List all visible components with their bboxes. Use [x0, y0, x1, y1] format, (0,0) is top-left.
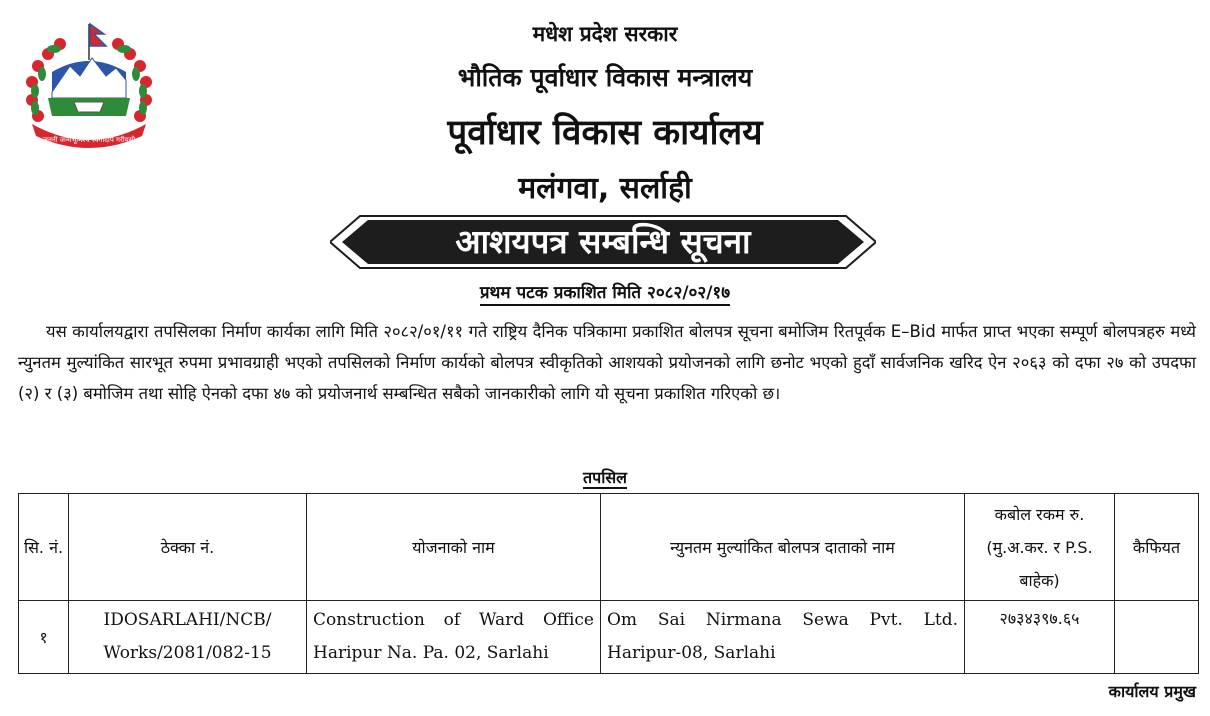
col-header-remarks: कैफियत [1115, 494, 1199, 601]
notice-title: आशयपत्र सम्बन्धि सूचना [455, 222, 751, 261]
province-govt-heading: मधेश प्रदेश सरकार [532, 22, 678, 46]
cell-amount: २७३४३९७.६५ [965, 601, 1115, 674]
ministry-heading: भौतिक पूर्वाधार विकास मन्त्रालय [457, 63, 753, 92]
cell-bidder-line2: Haripur-08, Sarlahi [607, 643, 776, 663]
cell-contract: IDOSARLAHI/NCB/ Works/2081/082-15 [69, 601, 307, 674]
schedule-label: तपसिल [582, 468, 628, 487]
emblem-motto: जननी जन्मभूमिश्च स्वर्गादपि गरीयसी [42, 136, 136, 144]
schedule-heading [0, 466, 1210, 488]
signature-office-chief: कार्यालय प्रमुख [1108, 682, 1196, 701]
col-header-sn: सि. नं. [19, 494, 69, 601]
office-heading: पूर्वाधार विकास कार्यालय [447, 113, 763, 153]
table-row [19, 601, 1199, 674]
cell-bidder-line1: Om Sai Nirmana Sewa Pvt. Ltd. [607, 610, 958, 630]
schedule-table [18, 493, 1199, 674]
publish-date-line [0, 280, 1210, 303]
publish-date-text: प्रथम पटक प्रकाशित मिति २०८२/०२/१७ [480, 283, 730, 306]
col-header-project: योजनाको नाम [307, 494, 601, 601]
office-location: मलंगवा, सर्लाही [518, 171, 692, 206]
col-header-bidder: न्युनतम मुल्यांकित बोलपत्र दाताको नाम [601, 494, 965, 601]
col-header-amount: कबोल रकम रु. (मु.अ.कर. र P.S. बाहेक) [965, 494, 1115, 601]
cell-sn: १ [19, 601, 69, 674]
cell-project-line1: Construction of Ward Office [313, 610, 594, 630]
cell-bidder [601, 601, 965, 674]
col-header-contract: ठेक्का नं. [69, 494, 307, 601]
notice-body: यस कार्यालयद्वारा तपसिलका निर्माण कार्यका लागि मिति २०८२/०१/११ गते राष्ट्रिय दैनिक पत्रिकामा प्रकाशित बोलपत्र सूचना बमोजिम रितपूर्वक E–Bid मार्फत प्राप्त भएका सम्पूर्ण बोलपत्रहरु मध्ये न्युनतम मुल्यांकित सारभूत रुपमा प्रभावग्राही भएको तपसिलको निर्माण कार्यको बोलपत्र स्वीकृतिको आशयको प्रयोजनको लागि छनोट भएको हुदाँ सार्वजनिक खरिद ऐन २०६३ को दफा २७ को उपदफा (२) र (३) बमोजिम तथा सोहि ऐनको दफा ४७ को प्रयोजनार्थ सम्बन्धित सबैको जानकारीको लागि यो सूचना प्रकाशित गरिएको छ। [18, 322, 1196, 403]
table-header-row [19, 494, 1199, 601]
cell-project-line2: Haripur Na. Pa. 02, Sarlahi [313, 643, 549, 663]
cell-remarks [1115, 601, 1199, 674]
cell-project [307, 601, 601, 674]
